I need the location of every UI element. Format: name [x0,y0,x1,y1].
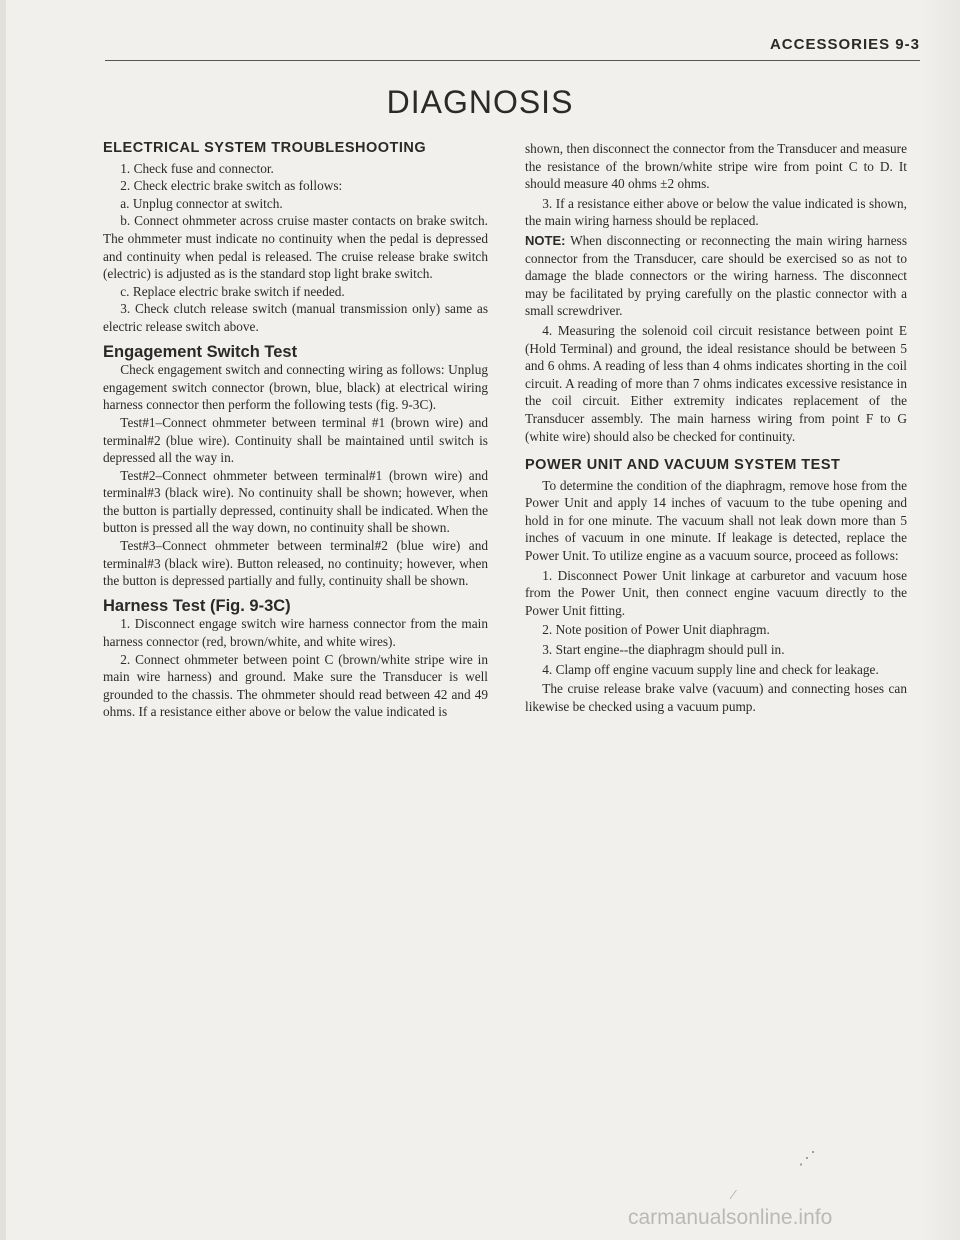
paragraph: 2. Connect ohmmeter between point C (brown/white stripe wire in main wire harness) and ground. Make sure the Transducer is well grounded to the chassis. The ohmmeter should read between 42 and 49 ohms. If a resistance either above or below the value indicated is [103,651,488,720]
paragraph: Test#2–Connect ohmmeter between terminal#1 (brown wire) and terminal#3 (black wire). No continuity shall be shown; however, when the button is partially depressed, continuity shall be indicated. When the button is pressed all the way down, no continuity shall be shown. [103,467,488,536]
smudge-mark: ⋰ [798,1148,816,1168]
paragraph: 4. Clamp off engine vacuum supply line and check for leakage. [542,661,879,677]
heading-electrical-troubleshooting: ELECTRICAL SYSTEM TROUBLESHOOTING [103,140,427,156]
paragraph: Test#3–Connect ohmmeter between terminal#2 (blue wire) and terminal#3 (black wire). Button released, no continuity; however, when the button is depressed partially and fully, continuity shall be shown. [103,538,488,589]
paragraph: To determine the condition of the diaphragm, remove hose from the Power Unit and apply 14 inches of vacuum to the tube opening and hold in for one minute. The vacuum shall not leak down more than 5 inches of vacuum in one minute. If leakage is detected, replace the Power Unit. To utilize engine as a vacuum source, proceed as follows: [525,477,907,564]
paragraph: 1. Disconnect engage switch wire harness connector from the main harness connector (red, brown/white, and white wires). [103,616,488,650]
smudge-mark: ⁄ [732,1188,735,1203]
page-left-edge [0,0,6,1240]
note-text: When disconnecting or reconnecting the main wiring harness connector from the Transducer, care should be exercised so as not to damage the blade connectors or the wiring harness. The disconnect may be facilitated by prying carefully on the plastic connector with a small screwdriver. [525,232,907,319]
heading-power-unit-vacuum-test: POWER UNIT AND VACUUM SYSTEM TEST [525,457,841,474]
paragraph: 3. Start engine--the diaphragm should pull in. [542,642,785,658]
right-column [525,140,907,715]
paragraph: 2. Check electric brake switch as follows: [120,178,343,194]
paragraph: shown, then disconnect the connector from the Transducer and measure the resistance of the brown/white stripe wire from point C to D. It should measure 40 ohms ±2 ohms. [525,141,907,192]
paragraph: b. Connect ohmmeter across cruise master contacts on brake switch. The ohmmeter must indicate no continuity when the pedal is depressed and continuity when pedal is released. The cruise release brake switch (electric) is adjusted as is the standard stop light brake switch. [103,213,488,282]
heading-engagement-switch-test: Engagement Switch Test [103,342,298,361]
page-right-shadow [920,0,960,1240]
paragraph: 4. Measuring the solenoid coil circuit resistance between point E (Hold Terminal) and ground, the ideal resistance should be between 5 and 6 ohms. A reading of less than 4 ohms indicates shorting in the coil circuit. A reading of more than 7 ohms indicates excessive resistance in the coil circuit. Either extremity indicates replacement of the Transducer assembly. The main harness wiring from point F to G (white wire) should also be checked for continuity. [525,322,907,444]
paragraph: 3. If a resistance either above or below the value indicated is shown, the main wiring harness should be replaced. [525,195,907,229]
page-title: DIAGNOSIS [386,84,574,120]
paragraph: 1. Disconnect Power Unit linkage at carburetor and vacuum hose from the Power Unit, then connect engine vacuum directly to the Power Unit fitting. [525,567,907,618]
heading-harness-test: Harness Test (Fig. 9-3C) [103,596,291,615]
paragraph: The cruise release brake valve (vacuum) and connecting hoses can likewise be checked using a vacuum pump. [525,681,907,714]
paragraph: Test#1–Connect ohmmeter between terminal #1 (brown wire) and terminal#2 (blue wire). Continuity shall be maintained until switch is depressed all the way in. [103,414,488,466]
paragraph: 2. Note position of Power Unit diaphragm. [542,622,770,638]
left-column [103,140,488,721]
section-header: ACCESSORIES 9-3 [769,36,920,53]
header-rule [105,60,920,61]
paragraph: Check engagement switch and connecting wiring as follows: Unplug engagement switch connector (brown, blue, black) at electrical wiring harness connector then perform the following tests (fig. 9-3C). [103,362,488,413]
note-label: NOTE: [525,232,566,248]
paragraph: 1. Check fuse and connector. [120,160,274,176]
paragraph: c. Replace electric brake switch if needed. [120,283,345,299]
paragraph: a. Unplug connector at switch. [120,195,283,211]
note-block [525,232,907,320]
watermark: carmanualsonline.info [628,1206,833,1229]
paragraph: 3. Check clutch release switch (manual transmission only) same as electric release switch above. [103,301,488,334]
